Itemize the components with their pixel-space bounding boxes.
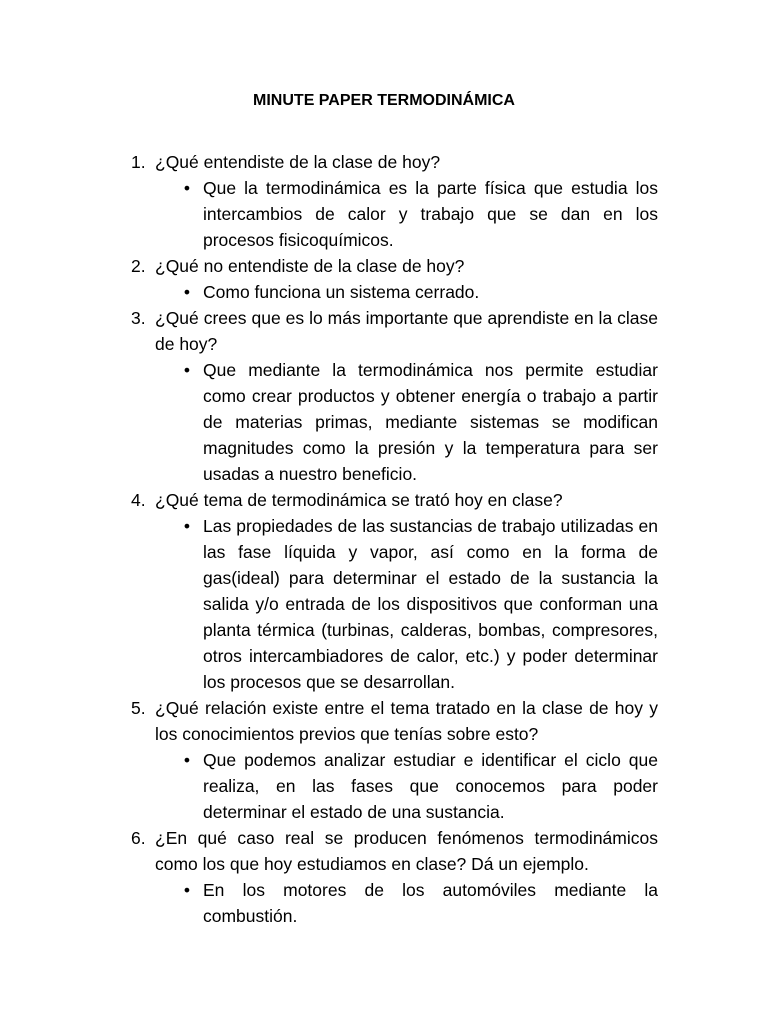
answer xyxy=(179,175,658,253)
list-item xyxy=(131,825,658,929)
answer-text: Que podemos analizar estudiar e identificar el ciclo que realiza, en las fases que conocemos para poder determinar el estado de una sustancia. xyxy=(203,750,658,822)
answer-text: Como funciona un sistema cerrado. xyxy=(203,282,480,302)
question-text: ¿Qué entendiste de la clase de hoy? xyxy=(155,152,441,172)
list-item xyxy=(131,487,658,695)
answer xyxy=(179,513,658,695)
question-list xyxy=(131,149,658,929)
answer xyxy=(179,877,658,929)
answer xyxy=(179,279,658,305)
question-number: 5. xyxy=(131,698,146,718)
question-text: ¿En qué caso real se producen fenómenos termodinámicos como los que hoy estudiamos en clase? Dá un ejemplo. xyxy=(155,828,658,874)
question-text: ¿Qué tema de termodinámica se trató hoy en clase? xyxy=(155,490,563,510)
answer xyxy=(179,357,658,487)
question-number: 2. xyxy=(131,256,146,276)
question-number: 3. xyxy=(131,308,146,328)
list-item xyxy=(131,253,658,305)
bullet-icon: • xyxy=(183,750,191,770)
question-text: ¿Qué relación existe entre el tema tratado en la clase de hoy y los conocimientos previos que tenías sobre esto? xyxy=(155,698,658,744)
question-text: ¿Qué crees que es lo más importante que aprendiste en la clase de hoy? xyxy=(155,308,658,354)
document-title: MINUTE PAPER TERMODINÁMICA xyxy=(253,92,515,109)
answer-text: Que la termodinámica es la parte física que estudia los intercambios de calor y trabajo que se dan en los procesos fisicoquímicos. xyxy=(203,178,658,250)
list-item xyxy=(131,305,658,487)
question xyxy=(131,695,658,747)
answer xyxy=(179,747,658,825)
bullet-icon: • xyxy=(183,360,191,380)
list-item xyxy=(131,695,658,825)
question xyxy=(131,149,658,175)
question xyxy=(131,825,658,877)
question xyxy=(131,487,658,513)
bullet-icon: • xyxy=(183,178,191,198)
question-number: 1. xyxy=(131,152,146,172)
question-number: 6. xyxy=(131,828,146,848)
answer-text: Que mediante la termodinámica nos permite estudiar como crear productos y obtener energía o trabajo a partir de materias primas, mediante sistemas se modifican magnitudes como la presión y la temperatura para ser usadas a nuestro beneficio. xyxy=(203,360,658,484)
list-item xyxy=(131,149,658,253)
question xyxy=(131,253,658,279)
bullet-icon: • xyxy=(183,880,191,900)
answer-text: Las propiedades de las sustancias de trabajo utilizadas en las fase líquida y vapor, así como en la forma de gas(ideal) para determinar el estado de la sustancia la salida y/o entrada de los dispositivos que conforman una planta térmica (turbinas, calderas, bombas, compresores, otros intercambiadores de calor, etc.) y poder determinar los procesos que se desarrollan. xyxy=(203,516,658,692)
answer-text: En los motores de los automóviles mediante la combustión. xyxy=(203,880,658,926)
question-number: 4. xyxy=(131,490,146,510)
question xyxy=(131,305,658,357)
bullet-icon: • xyxy=(183,516,191,536)
bullet-icon: • xyxy=(183,282,191,302)
question-text: ¿Qué no entendiste de la clase de hoy? xyxy=(155,256,465,276)
